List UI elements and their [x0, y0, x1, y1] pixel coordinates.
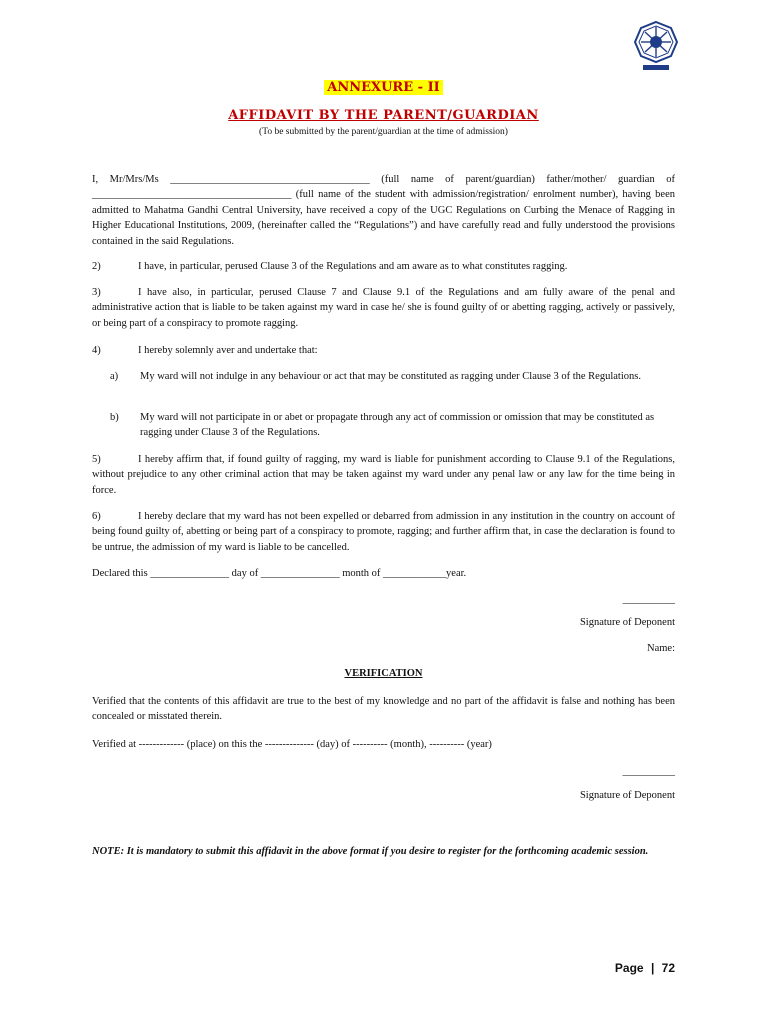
declared-line: Declared this _______________ day of _______________ month of ____________year.: [92, 568, 467, 579]
signature-line-2: __________: [622, 766, 675, 777]
paragraph-3: 3) I have also, in particular, perused Clause 7 and Clause 9.1 of the Regulations and am fully aware of the penal and administrative action that is liable to be taken against my ward in case he/ she is found guilty of or abetting ragging, actively or passively, or being part of a conspiracy to promote ragging.: [92, 287, 675, 329]
signature-label-2: Signature of Deponent: [579, 790, 675, 801]
list-item-b: b) My ward will not participate in or abet or propagate through any act of commission or omission that may be constituted as ragging under Clause 3 of the Regulations.: [110, 412, 655, 439]
name-label: Name:: [647, 643, 675, 654]
verified-at-line: Verified at ------------- (place) on this the -------------- (day) of ---------- (month), ---------- (year): [92, 739, 492, 750]
paragraph-2: 2) I have, in particular, perused Clause 3 of the Regulations and am aware as to what constitutes ragging.: [92, 261, 568, 272]
affidavit-subtitle: (To be submitted by the parent/guardian at the time of admission): [259, 127, 508, 137]
annexure-heading: ANNEXURE - II: [92, 78, 675, 96]
paragraph-4: 4) I hereby solemnly aver and undertake that:: [92, 345, 318, 356]
paragraph-6: 6) I hereby declare that my ward has not been expelled or debarred from admission in any institution in the country on account of being found guilty of, abetting or being part of a conspiracy to promote, ragging; and further affirm that, in case the declaration is found to be untrue, the admission of my ward is liable to be cancelled.: [92, 511, 675, 553]
verification-heading: VERIFICATION: [344, 668, 423, 679]
signature-label: Signature of Deponent: [579, 617, 675, 628]
signature-line: __________: [622, 594, 675, 605]
affidavit-title: AFFIDAVIT BY THE PARENT/GUARDIAN: [228, 108, 539, 123]
list-item-a: a) My ward will not indulge in any behaviour or act that may be constituted as ragging under Clause 3 of the Regulations.: [110, 371, 641, 382]
paragraph-5: 5) I hereby affirm that, if found guilty of ragging, my ward is liable for punishment according to Clause 9.1 of the Regulations, without prejudice to any other criminal action that may be taken against my ward under any penal law or any law for the time being in force.: [92, 454, 675, 496]
paragraph-1: I, Mr/Mrs/Ms ______________________________________ (full name of parent/guardian) father/mother/ guardian of ______________________________________ (full name of the student with admission/registration/ enrolment number), having been admitted to Mahatma Gandhi Central University, have received a copy of the UGC Regulations on Curbing the Menace of Ragging in Higher Educational Institutions, 2009, (hereinafter called the “Regulations”) and have carefully read and fully understood the provisions contained in the said Regulations.: [92, 174, 675, 247]
university-logo-icon: [633, 20, 679, 72]
verification-text: Verified that the contents of this affidavit are true to the best of my knowledge and no part of the affidavit is false and nothing has been concealed or misstated therein.: [92, 696, 675, 723]
note-text: NOTE: It is mandatory to submit this affidavit in the above format if you desire to register for the forthcoming academic session.: [92, 846, 649, 857]
page-number: Page | 72: [614, 961, 675, 975]
